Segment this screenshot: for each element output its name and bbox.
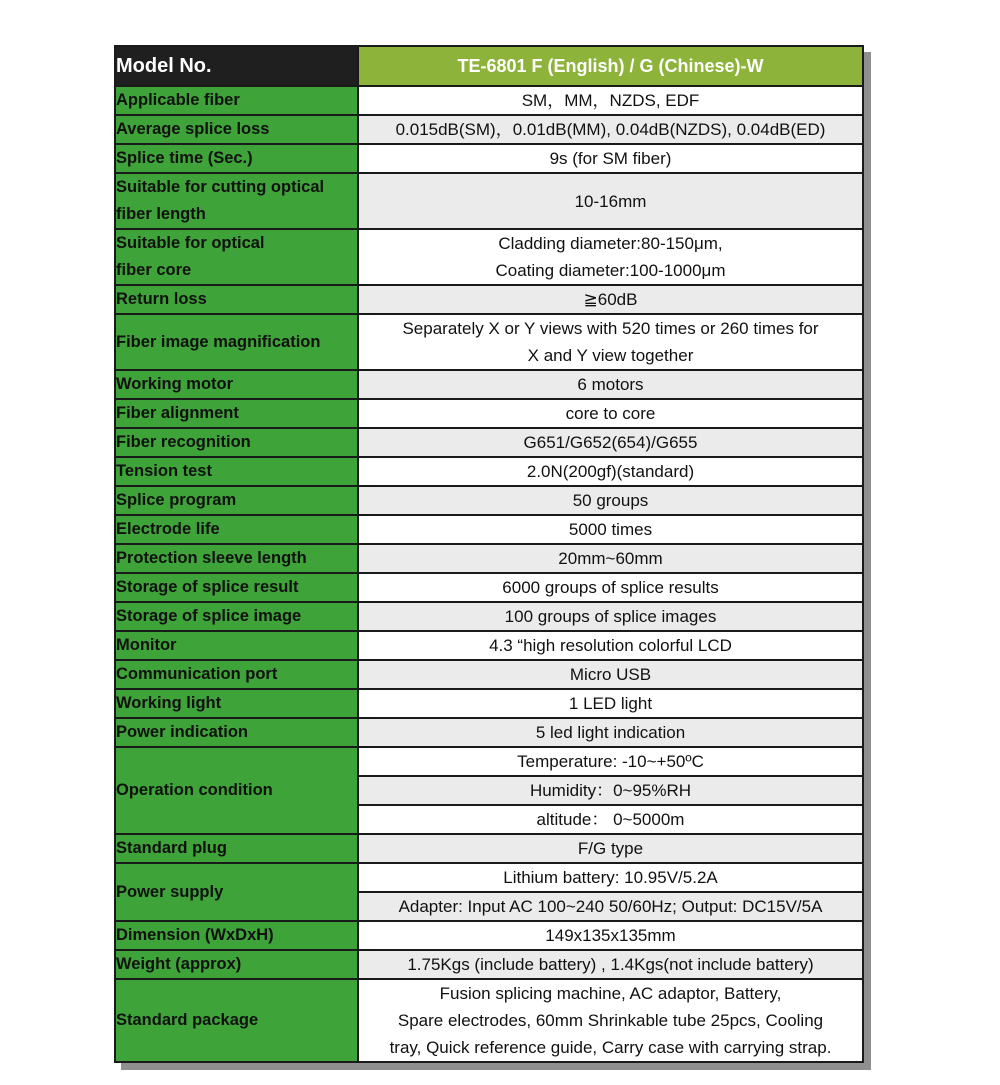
spec-value-line: ≧60dB — [583, 290, 638, 309]
spec-row — [115, 660, 863, 689]
spec-value-line: 20mm~60mm — [558, 549, 663, 568]
spec-row — [115, 921, 863, 950]
spec-label — [115, 602, 358, 631]
spec-row — [115, 229, 863, 285]
model-no-label: Model No. — [115, 46, 358, 86]
spec-value-line: 0.015dB(SM)，0.01dB(MM), 0.04dB(NZDS), 0.04dB(ED) — [395, 120, 826, 139]
spec-value-line: X and Y view together — [527, 346, 694, 365]
spec-value — [358, 776, 863, 805]
spec-value — [358, 602, 863, 631]
spec-row — [115, 370, 863, 399]
spec-label — [115, 86, 358, 115]
spec-value-line: 2.0N(200gf)(standard) — [526, 462, 695, 481]
spec-value-line: Micro USB — [569, 665, 652, 684]
spec-value-line: 4.3 “high resolution colorful LCD — [489, 636, 732, 655]
spec-row — [115, 428, 863, 457]
spec-value — [358, 144, 863, 173]
spec-value — [358, 399, 863, 428]
spec-label — [115, 863, 358, 921]
spec-label-line: Power indication — [116, 723, 249, 741]
spec-row — [115, 544, 863, 573]
spec-value-line: Humidity：0~95%RH — [529, 781, 692, 800]
spec-value — [358, 370, 863, 399]
spec-value — [358, 718, 863, 747]
spec-row — [115, 950, 863, 979]
spec-value-line: 9s (for SM fiber) — [549, 149, 672, 168]
spec-label — [115, 486, 358, 515]
spec-value — [358, 428, 863, 457]
spec-value — [358, 173, 863, 229]
spec-value — [358, 834, 863, 863]
spec-value-line: 100 groups of splice images — [504, 607, 717, 626]
spec-label-line: Power supply — [116, 882, 224, 901]
spec-row — [115, 457, 863, 486]
spec-value — [358, 863, 863, 892]
spec-label — [115, 370, 358, 399]
spec-value — [358, 921, 863, 950]
spec-value — [358, 747, 863, 776]
spec-row — [115, 573, 863, 602]
spec-value-line: Cladding diameter:80-150μm, — [498, 234, 723, 253]
spec-label — [115, 285, 358, 314]
spec-label — [115, 573, 358, 602]
spec-value — [358, 457, 863, 486]
spec-label — [115, 399, 358, 428]
spec-label-line: Average splice loss — [116, 120, 270, 138]
spec-value — [358, 314, 863, 370]
spec-value — [358, 631, 863, 660]
spec-value-line: 10-16mm — [574, 191, 647, 211]
spec-row — [115, 144, 863, 173]
spec-value — [358, 229, 863, 285]
spec-label — [115, 921, 358, 950]
spec-label — [115, 718, 358, 747]
spec-label-line: Suitable for cutting optical — [116, 178, 325, 196]
spec-value-line: 6 motors — [577, 375, 644, 394]
spec-label — [115, 950, 358, 979]
spec-label-line: fiber core — [116, 261, 192, 279]
spec-row — [115, 689, 863, 718]
spec-label-line: Return loss — [116, 290, 207, 308]
spec-row — [115, 718, 863, 747]
spec-label — [115, 229, 358, 285]
spec-value-line: 5 led light indication — [535, 723, 686, 742]
spec-row — [115, 863, 863, 892]
spec-label — [115, 144, 358, 173]
spec-value-line: Temperature: -10~+50ºC — [517, 752, 704, 771]
spec-label-line: Fiber image magnification — [116, 332, 321, 351]
spec-label — [115, 631, 358, 660]
spec-label — [115, 457, 358, 486]
spec-value — [358, 86, 863, 115]
spec-row — [115, 486, 863, 515]
spec-table-body — [115, 46, 863, 1062]
spec-label-line: Working motor — [116, 375, 234, 393]
spec-label-line: Tension test — [116, 462, 212, 480]
spec-value-line: Separately X or Y views with 520 times or 260 times for — [402, 319, 819, 338]
model-no-value: TE-6801 F (English) / G (Chinese)-W — [358, 46, 863, 86]
spec-label — [115, 834, 358, 863]
spec-label-line: Splice program — [116, 491, 237, 509]
spec-label — [115, 689, 358, 718]
spec-label-line: Splice time (Sec.) — [116, 149, 253, 167]
spec-value — [358, 892, 863, 921]
spec-label-line: fiber length — [116, 205, 206, 223]
spec-row — [115, 834, 863, 863]
spec-label — [115, 660, 358, 689]
spec-value — [358, 660, 863, 689]
spec-value-line: Spare electrodes, 60mm Shrinkable tube 25pcs, Cooling — [397, 1011, 824, 1030]
spec-value-line: G651/G652(654)/G655 — [523, 433, 698, 452]
spec-value — [358, 689, 863, 718]
spec-row — [115, 631, 863, 660]
spec-label-line: Weight (approx) — [116, 955, 242, 973]
spec-label-line: Fiber recognition — [116, 433, 251, 451]
spec-value — [358, 515, 863, 544]
spec-value-line: tray, Quick reference guide, Carry case with carrying strap. — [389, 1038, 832, 1057]
spec-label-line: Working light — [116, 694, 222, 712]
spec-label — [115, 979, 358, 1062]
spec-value-line: Adapter: Input AC 100~240 50/60Hz; Output: DC15V/5A — [398, 897, 823, 916]
spec-value-line: core to core — [565, 404, 656, 423]
spec-row — [115, 399, 863, 428]
spec-value — [358, 285, 863, 314]
spec-label — [115, 115, 358, 144]
spec-label-line: Communication port — [116, 665, 278, 683]
spec-value-line: SM，MM，NZDS, EDF — [521, 91, 700, 110]
spec-label — [115, 173, 358, 229]
spec-row — [115, 173, 863, 229]
spec-value-line: 149x135x135mm — [545, 926, 676, 945]
spec-row — [115, 747, 863, 776]
spec-label-line: Monitor — [116, 636, 177, 654]
spec-label-line: Storage of splice image — [116, 607, 302, 625]
spec-label — [115, 428, 358, 457]
spec-label — [115, 314, 358, 370]
spec-label-line: Storage of splice result — [116, 578, 299, 596]
spec-value — [358, 573, 863, 602]
spec-value-line: 1 LED light — [568, 694, 653, 713]
spec-label-line: Electrode life — [116, 520, 220, 538]
spec-label-line: Standard package — [116, 1011, 259, 1029]
spec-value-line: Lithium battery: 10.95V/5.2A — [503, 868, 718, 887]
spec-row — [115, 515, 863, 544]
spec-value — [358, 950, 863, 979]
spec-value-line: Coating diameter:100-1000μm — [495, 261, 726, 280]
spec-value — [358, 544, 863, 573]
spec-value — [358, 486, 863, 515]
spec-value — [358, 115, 863, 144]
spec-value-line: Fusion splicing machine, AC adaptor, Battery, — [439, 984, 782, 1003]
header-row — [115, 46, 863, 86]
spec-row — [115, 314, 863, 370]
spec-value-line: 5000 times — [568, 520, 653, 539]
spec-row — [115, 979, 863, 1062]
spec-label-line: Dimension (WxDxH) — [116, 926, 274, 944]
spec-value-line: 50 groups — [572, 491, 649, 510]
spec-label — [115, 747, 358, 834]
spec-row — [115, 285, 863, 314]
spec-value-line: F/G type — [577, 839, 644, 858]
spec-label-line: Protection sleeve length — [116, 549, 307, 567]
spec-row — [115, 602, 863, 631]
spec-value-line: 6000 groups of splice results — [502, 578, 719, 597]
spec-value-line: 1.75Kgs (include battery) , 1.4Kgs(not include battery) — [407, 955, 814, 974]
spec-value — [358, 979, 863, 1062]
spec-label-line: Applicable fiber — [116, 91, 240, 109]
spec-label-line: Fiber alignment — [116, 404, 239, 422]
spec-row — [115, 86, 863, 115]
spec-label-line: Operation condition — [116, 781, 273, 799]
spec-value — [358, 805, 863, 834]
spec-row — [115, 115, 863, 144]
spec-value-line: altitude： 0~5000m — [536, 810, 685, 829]
spec-label-line: Standard plug — [116, 839, 227, 857]
spec-label — [115, 544, 358, 573]
spec-table — [114, 45, 864, 1063]
spec-label — [115, 515, 358, 544]
spec-label-line: Suitable for optical — [116, 234, 265, 252]
